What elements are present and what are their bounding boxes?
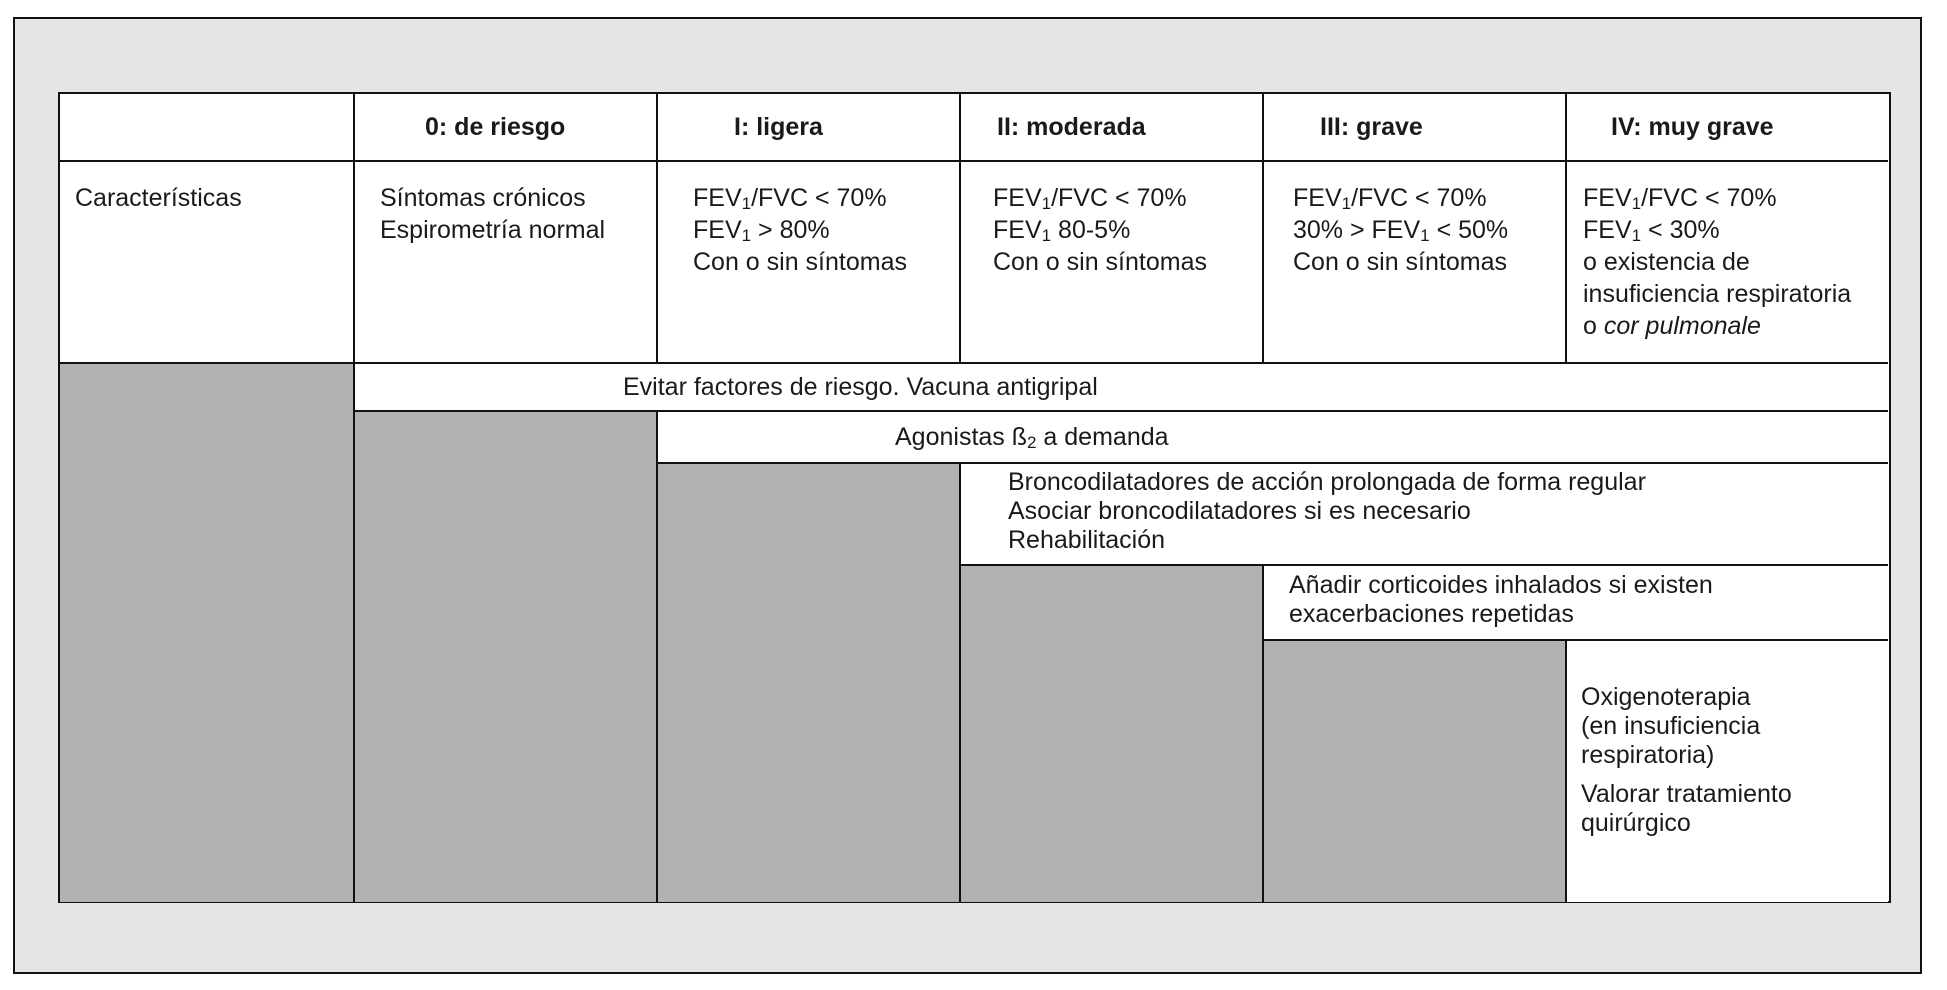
stage-2-ratio-sub: 1 xyxy=(1041,194,1052,213)
stage-3-ratio-rest: /FVC < 70% xyxy=(1351,184,1487,212)
stage-0-line-1: Síntomas crónicos xyxy=(380,184,586,212)
characteristics-label: Características xyxy=(75,184,242,212)
treatment-risk-avoidance xyxy=(355,364,1888,412)
stage-0-line-2: Espirometría normal xyxy=(380,216,606,244)
treatment-bronchodilators-line-1: Broncodilatadores de acción prolongada de forma regular xyxy=(1008,468,1646,496)
treatment-agonists-sub: 2 xyxy=(1027,433,1037,452)
header-stage-1-label: I: ligera xyxy=(734,112,823,141)
stage-3-fev xyxy=(1293,214,1565,246)
treatment-corticoids-line-2: exacerbaciones repetidas xyxy=(1289,600,1574,628)
stage-2-fev-rest: 80-5% xyxy=(1051,216,1131,244)
stage-4-fev xyxy=(1583,214,1888,246)
treatment-oxygen-surgery xyxy=(1567,641,1888,902)
stage-1-ratio-sub: 1 xyxy=(741,194,752,213)
treatment-surgery-line-2: quirúrgico xyxy=(1581,809,1691,837)
stage-1-fev-rest: > 80% xyxy=(751,216,830,244)
stage-4-line-5 xyxy=(1583,310,1888,342)
stage-2-symptoms: Con o sin síntomas xyxy=(993,248,1207,276)
gray-block-col3 xyxy=(961,566,1264,902)
header-stage-3-label: III: grave xyxy=(1320,112,1423,141)
stage-3-symptoms: Con o sin síntomas xyxy=(1293,248,1507,276)
stage-2-ratio xyxy=(993,182,1262,214)
stage-4-fev-rest: < 30% xyxy=(1641,216,1720,244)
stage-1-fev xyxy=(693,214,959,246)
gray-block-col1 xyxy=(355,412,658,902)
characteristics-stage-4 xyxy=(1567,162,1888,364)
treatment-agonists xyxy=(658,412,1888,464)
treatment-bronchodilators xyxy=(961,464,1888,566)
stage-2-fev xyxy=(993,214,1262,246)
characteristics-stage-0 xyxy=(355,162,658,364)
characteristics-label-cell xyxy=(60,162,355,364)
treatment-corticoids-line-1: Añadir corticoides inhalados si existen xyxy=(1289,571,1713,599)
gray-block-col0 xyxy=(60,364,355,902)
stage-3-ratio xyxy=(1293,182,1565,214)
stage-4-line-4: insuficiencia respiratoria xyxy=(1583,280,1852,308)
stage-3-ratio-fev: FEV xyxy=(1293,184,1342,212)
stage-2-ratio-fev: FEV xyxy=(993,184,1042,212)
stage-4-ratio xyxy=(1583,182,1888,214)
treatment-agonists-suffix: a demanda xyxy=(1036,423,1169,451)
stage-4-ratio-rest: /FVC < 70% xyxy=(1641,184,1777,212)
treatment-agonists-text xyxy=(895,421,1169,453)
treatment-oxygen-line-1: Oxigenoterapia xyxy=(1581,683,1751,711)
stage-1-fev-sub: 1 xyxy=(741,226,752,245)
stage-4-fev-sub: 1 xyxy=(1631,226,1642,245)
header-stage-0-label: 0: de riesgo xyxy=(425,112,566,141)
header-stage-4 xyxy=(1567,94,1888,162)
treatment-oxygen-line-3: respiratoria) xyxy=(1581,741,1715,769)
header-stage-0 xyxy=(355,94,658,162)
header-stage-3 xyxy=(1264,94,1567,162)
stage-4-fev-label: FEV xyxy=(1583,216,1632,244)
stage-1-symptoms: Con o sin síntomas xyxy=(693,248,907,276)
stage-4-line-5-prefix: o xyxy=(1583,312,1604,340)
stage-1-ratio-rest: /FVC < 70% xyxy=(751,184,887,212)
stage-1-ratio xyxy=(693,182,959,214)
treatment-bronchodilators-line-2: Asociar broncodilatadores si es necesario xyxy=(1008,497,1471,525)
treatment-rehabilitation: Rehabilitación xyxy=(1008,526,1166,554)
treatment-spacer xyxy=(1581,770,1888,780)
header-stage-2-label: II: moderada xyxy=(997,112,1146,141)
characteristics-stage-3 xyxy=(1264,162,1567,364)
stage-3-fev-sub: 1 xyxy=(1420,226,1430,245)
header-stage-4-label: IV: muy grave xyxy=(1611,112,1774,141)
header-stage-1 xyxy=(658,94,961,162)
stage-2-fev-sub: 1 xyxy=(1041,226,1052,245)
treatment-corticoids xyxy=(1264,566,1888,641)
copd-stages-table xyxy=(58,92,1891,903)
treatment-surgery-line-1: Valorar tratamiento xyxy=(1581,780,1792,808)
header-stage-2 xyxy=(961,94,1264,162)
stage-4-line-3: o existencia de xyxy=(1583,248,1750,276)
stage-3-fev-rest: < 50% xyxy=(1429,216,1509,244)
stage-4-cor-pulmonale: cor pulmonale xyxy=(1603,312,1761,340)
stage-3-fev-label: 30% > FEV xyxy=(1293,216,1421,244)
header-empty-cell xyxy=(60,94,355,162)
stage-4-ratio-sub: 1 xyxy=(1631,194,1642,213)
stage-1-ratio-fev: FEV xyxy=(693,184,742,212)
characteristics-stage-1 xyxy=(658,162,961,364)
treatment-agonists-prefix: Agonistas ß xyxy=(895,423,1028,451)
stage-1-fev-label: FEV xyxy=(693,216,742,244)
gray-block-col4 xyxy=(1264,641,1567,902)
treatment-oxygen-line-2: (en insuficiencia xyxy=(1581,712,1761,740)
characteristics-stage-2 xyxy=(961,162,1264,364)
stage-2-ratio-rest: /FVC < 70% xyxy=(1051,184,1187,212)
stage-2-fev-label: FEV xyxy=(993,216,1042,244)
treatment-risk-avoidance-text: Evitar factores de riesgo. Vacuna antigripal xyxy=(623,373,1098,401)
stage-3-ratio-sub: 1 xyxy=(1341,194,1352,213)
gray-block-col2 xyxy=(658,464,961,902)
stage-4-ratio-fev: FEV xyxy=(1583,184,1632,212)
